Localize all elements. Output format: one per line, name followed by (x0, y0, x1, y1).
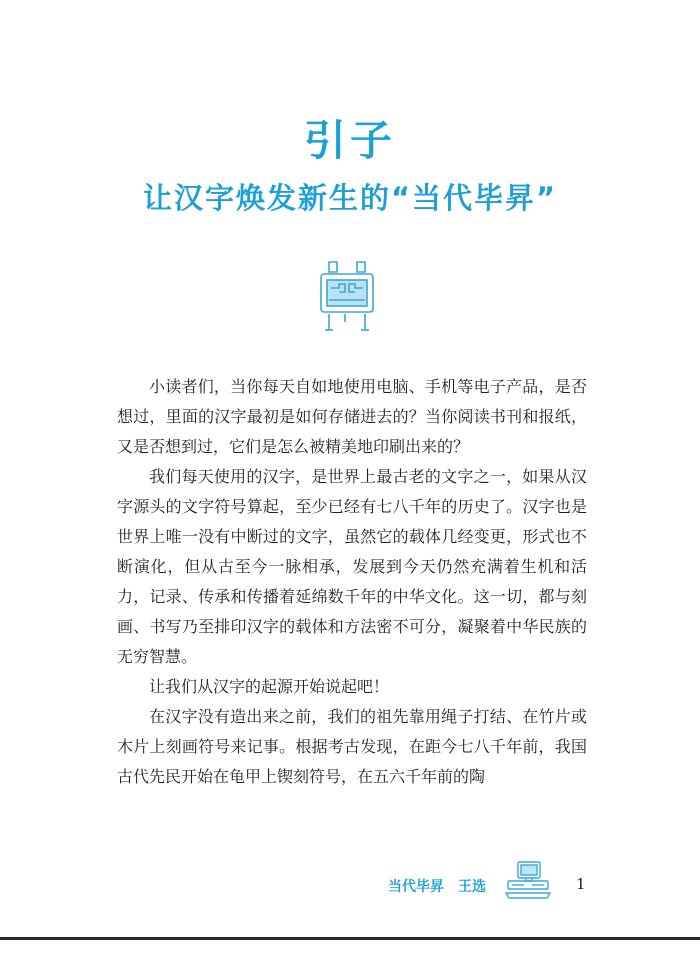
paragraph: 我们每天使用的汉字，是世界上最古老的文字之一，如果从汉字源头的文字符号算起，至少已经有七八千年的历史了。汉字也是世界上唯一没有中断过的文字，虽然它的载体几经变更，形式也不断演化，但从古至今一脉相承，发展到今天仍然充满着生机和活力，记录、传承和传播着延绵数千年的中华文化。这一切，都与刻画、书写乃至排印汉字的载体和方法密不可分，凝聚着中华民族的无穷智慧。 (117, 467, 587, 666)
body-text (117, 372, 587, 792)
computer-icon (504, 860, 552, 900)
chapter-subtitle: 让汉字焕发新生的“当代毕昇” (142, 181, 558, 215)
ancient-bronze-ding-icon (315, 258, 379, 334)
page-footer (388, 860, 588, 910)
paragraph: 让我们从汉字的起源开始说起吧！ (149, 677, 390, 696)
chapter-title: 引子 (303, 116, 396, 165)
paragraph: 小读者们，当你每天自如地使用电脑、手机等电子产品，是否想过，里面的汉字最初是如何存储进去的？当你阅读书刊和报纸，又是否想到过，它们是怎么被精美地印刷出来的？ (117, 377, 587, 456)
page-number: 1 (576, 875, 586, 893)
paragraph: 在汉字没有造出来之前，我们的祖先靠用绳子打结、在竹片或木片上刻画符号来记事。根据考古发现，在距今七八千年前，我国古代先民开始在龟甲上锲刻符号，在五六千年前的陶 (117, 707, 587, 786)
bottom-rule (0, 937, 700, 940)
running-footer-label: 当代毕昇 王选 (388, 879, 486, 895)
